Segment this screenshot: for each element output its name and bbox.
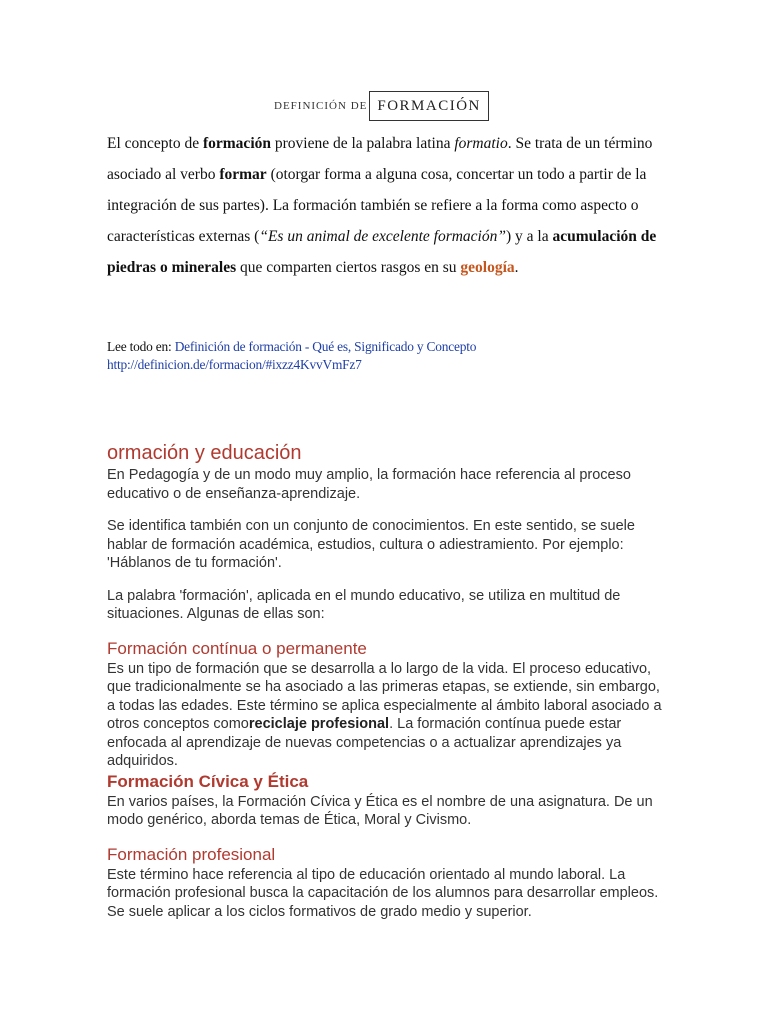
intro-text: proviene de la palabra latina: [271, 135, 455, 152]
intro-bold-term: acumulación de piedras o minerales: [107, 228, 657, 276]
geologia-link[interactable]: geología: [460, 259, 515, 276]
paragraph: En Pedagogía y de un modo muy amplio, la formación hace referencia al proceso educativo o de enseñanza-aprendizaje.: [107, 467, 631, 502]
intro-text: ) y a la: [506, 228, 553, 245]
subheading-continua: Formación contínua o permanente: [107, 638, 367, 658]
continua-text: . La formación contínua puede estar enfocada al aprendizaje de nuevas competencias o a actualizar aprendizajes ya adquiridos.: [107, 716, 622, 769]
paragraph-profesional: Este término hace referencia al tipo de educación orientado al mundo laboral. La formación profesional busca la capacitación de los alumnos para desarrollar empleos. Se suele aplicar a los ciclos formativos de grado medio y superior.: [107, 866, 659, 920]
title-boxed-word: FORMACIÓN: [369, 91, 489, 121]
intro-quote: “Es un animal de excelente formación”: [259, 228, 506, 245]
subheading-profesional: Formación profesional: [107, 844, 276, 864]
continua-bold-term: reciclaje profesional: [248, 716, 390, 732]
source-reference: [107, 338, 487, 374]
paragraph: Se identifica también con un conjunto de conocimientos. En este sentido, se suele hablar de formación académica, estudios, cultura o adiestramiento. Por ejemplo: 'Háblanos de tu formación'.: [107, 518, 635, 571]
intro-text: El concepto de: [107, 135, 203, 152]
subheading-civica: Formación Cívica y Ética: [107, 771, 309, 791]
paragraph-civica: En varios países, la Formación Cívica y Ética es el nombre de una asignatura. De un modo genérico, aborda temas de Ética, Moral y Civismo.: [107, 793, 653, 828]
document-title: [274, 90, 489, 122]
intro-text: (otorgar forma a alguna cosa, concertar un todo a partir de la integración de sus partes). La formación también se refiere a la forma como aspecto o características externas (: [107, 166, 647, 245]
intro-text: . Se trata de un término asociado al verbo: [107, 135, 653, 183]
intro-bold-term: formación: [202, 135, 271, 152]
source-label: Lee todo en:: [107, 339, 175, 354]
education-section: [107, 440, 667, 921]
intro-text: que comparten ciertos rasgos en su: [236, 259, 461, 276]
continua-text: Es un tipo de formación que se desarrolla a lo largo de la vida. El proceso educativo, que tradicionalmente se ha asociado a las primeras etapas, se extiende, sin embargo, a todas las edades. Este término se aplica especialmente al ámbito laboral asociado a otros conceptos como: [107, 660, 662, 732]
source-link[interactable]: Definición de formación - Qué es, Significado y Concepto: [174, 339, 477, 354]
intro-paragraph: [107, 128, 667, 283]
paragraph: La palabra 'formación', aplicada en el mundo educativo, se utiliza en multitud de situaciones. Algunas de ellas son:: [107, 587, 621, 622]
intro-bold-term: formar: [219, 166, 267, 183]
section-heading: ormación y educación: [107, 442, 302, 464]
intro-italic-term: formatio: [454, 135, 508, 152]
source-url[interactable]: http://definicion.de/formacion/#ixzz4KvvVmFz7: [107, 357, 362, 372]
intro-text: .: [514, 259, 519, 276]
paragraph-continua: [107, 660, 667, 771]
title-prefix: DEFINICIÓN DE: [274, 100, 368, 112]
